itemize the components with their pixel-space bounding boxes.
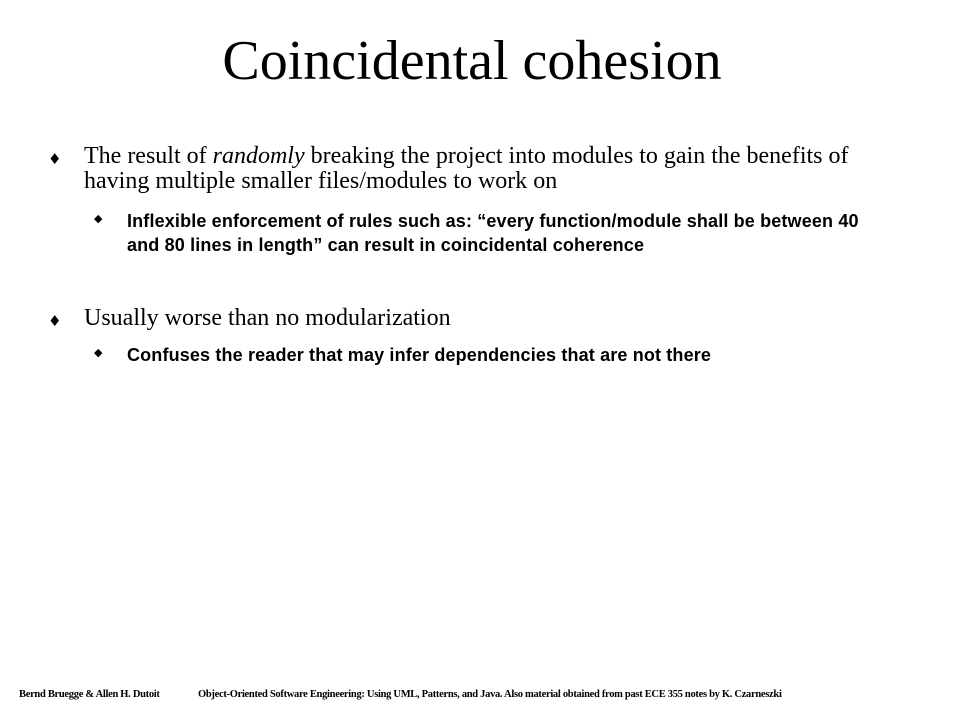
bullet-text	[84, 144, 868, 194]
slide-title: Coincidental cohesion	[222, 30, 722, 92]
bullet-random-modules	[48, 144, 868, 194]
bullet-worse-than-none	[48, 306, 868, 331]
sub-bullet-text: Confuses the reader that may infer dependencies that are not there	[127, 345, 712, 365]
bullet-text-start: The result of	[84, 143, 213, 169]
diamond-subbullet-icon: ◆	[94, 346, 103, 359]
footer-course: Object-Oriented Software Engineering: Using UML, Patterns, and Java. Also material obtained from past ECE 355 notes by K. Czarneszki	[198, 689, 782, 700]
diamond-subbullet-icon: ◆	[94, 212, 103, 225]
diamond-bullet-icon: ♦	[48, 150, 62, 168]
bullet-text-emphasis: randomly	[212, 143, 305, 169]
bullet-text-end: breaking the project into modules to gain the benefits of having multiple smaller files/modules to work on	[84, 143, 849, 194]
sub-bullet-inflexible-rules	[94, 209, 874, 257]
sub-bullet-confuses-reader	[94, 343, 874, 367]
diamond-bullet-icon: ♦	[48, 312, 62, 330]
bullet-text: Usually worse than no modularization	[84, 305, 451, 331]
footer-authors: Bernd Bruegge & Allen H. Dutoit	[19, 689, 160, 700]
sub-bullet-text: Inflexible enforcement of rules such as: “every function/module shall be between 40 and 80 lines in length” can result in coincidental coherence	[127, 211, 859, 255]
